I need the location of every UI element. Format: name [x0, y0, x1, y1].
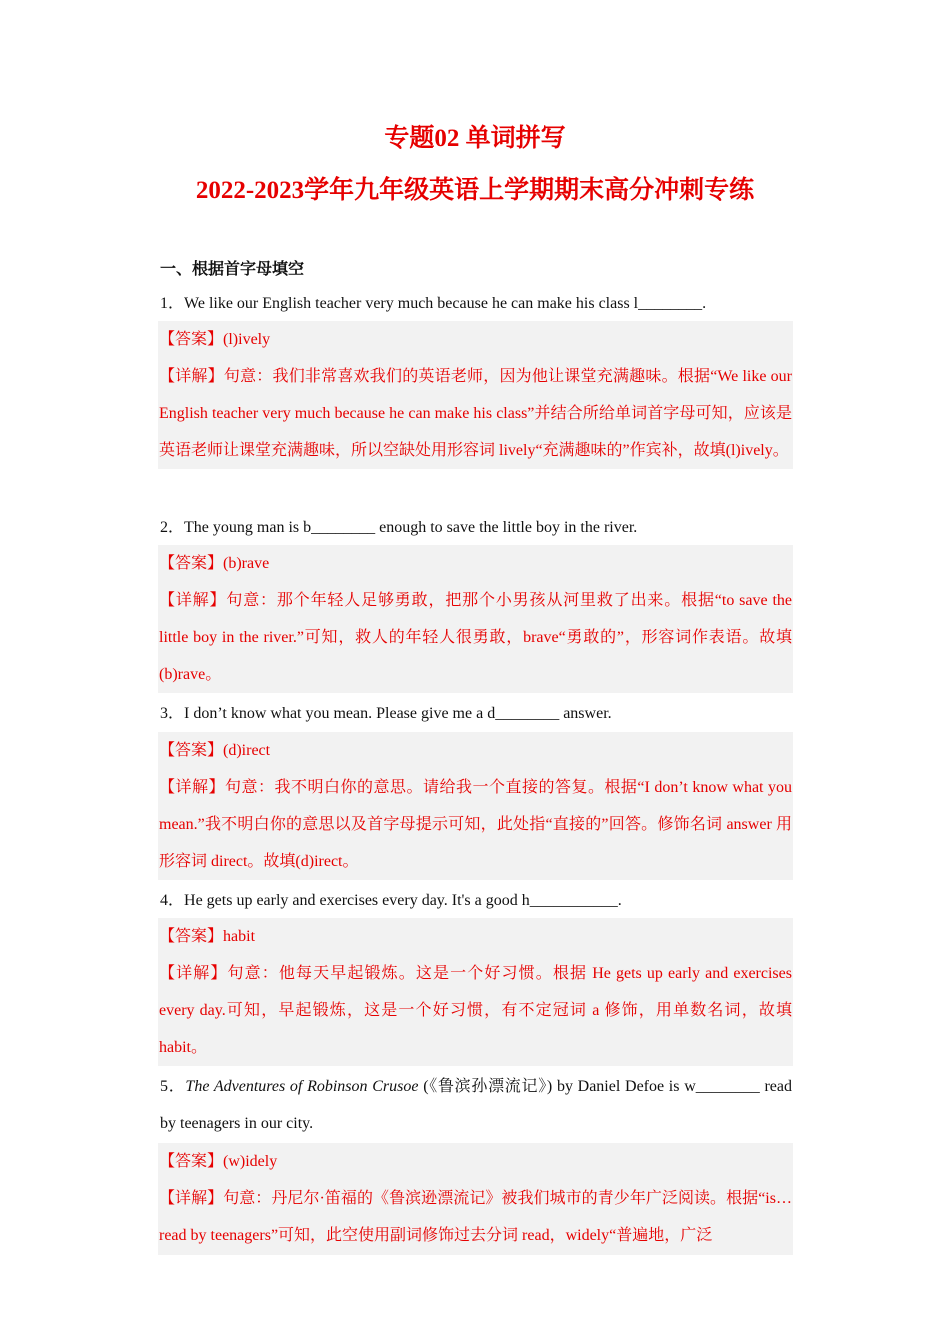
question-2: 2．The young man is b________ enough to save the little boy in the river. [160, 519, 638, 536]
answer-box-1: 【答案】(l)ively 【详解】句意：我们非常喜欢我们的英语老师，因为他让课堂充满趣味。根据“We like our English teacher very much because he can make his class”并结合所给单词首字母可知，应该是英语老师让课堂充满趣味，所以空缺处用形容词 lively“充满趣味的”作宾补，故填(l)ively。 [158, 321, 793, 469]
answer-1: (l)ively [223, 331, 271, 348]
answer-4: habit [223, 928, 256, 945]
answer-3: (d)irect [223, 742, 271, 759]
page-subtitle: 2022-2023学年九年级英语上学期期末高分冲刺专练 [195, 177, 755, 204]
answer-box-5: 【答案】(w)idely 【详解】句意：丹尼尔·笛福的《鲁滨逊漂流记》被我们城市的青少年广泛阅读。根据“is…read by teenagers”可知，此空使用副词修饰过去分词 read，widely“普遍地，广泛 [158, 1143, 793, 1255]
answer-5: (w)idely [223, 1153, 278, 1170]
answer-box-4: 【答案】habit 【详解】句意：他每天早起锻炼。这是一个好习惯。根据 He gets up early and exercises every day.可知，早起锻炼，这是一个好习惯，有不定冠词 a 修饰，用单数名词，故填 habit。 [158, 918, 793, 1066]
question-3: 3．I don’t know what you mean. Please give me a d________ answer. [160, 705, 612, 722]
answer-box-3: 【答案】(d)irect 【详解】句意：我不明白你的意思。请给我一个直接的答复。根据“I don’t know what you mean.”我不明白你的意思以及首字母提示可知，此处指“直接的”回答。修饰名词 answer 用形容词 direct。故填(d)irect。 [158, 732, 793, 880]
section-title: 一、根据首字母填空 [160, 259, 305, 278]
detail-1: 句意：我们非常喜欢我们的英语老师，因为他让课堂充满趣味。根据“We like our English teacher very much because he can make his class”并结合所给单词首字母可知，应该是英语老师让课堂充满趣味，所以空缺处用形容词 lively“充满趣味的”作宾补，故填(l)ively。 [159, 368, 792, 459]
question-1: 1．We like our English teacher very much because he can make his class l________. [160, 295, 707, 312]
answer-2: (b)rave [223, 555, 270, 572]
detail-5: 句意：丹尼尔·笛福的《鲁滨逊漂流记》被我们城市的青少年广泛阅读。根据“is…read by teenagers”可知，此空使用副词修饰过去分词 read，widely“普遍地，广泛 [159, 1190, 792, 1244]
question-5: 5．The Adventures of Robinson Crusoe (《鲁滨孙漂流记》) by Daniel Defoe is w________ read by teenagers in our city. [160, 1078, 792, 1132]
detail-2: 句意：那个年轻人足够勇敢，把那个小男孩从河里救了出来。根据“to save the little boy in the river.”可知，救人的年轻人很勇敢，brave“勇敢的”，形容词作表语。故填(b)rave。 [159, 592, 792, 683]
page-title: 专题02 单词拼写 [384, 125, 566, 152]
answer-box-2: 【答案】(b)rave 【详解】句意：那个年轻人足够勇敢，把那个小男孩从河里救了出来。根据“to save the little boy in the river.”可知，救人的年轻人很勇敢，brave“勇敢的”，形容词作表语。故填(b)rave。 [158, 545, 793, 693]
detail-4: 句意：他每天早起锻炼。这是一个好习惯。根据 He gets up early and exercises every day.可知，早起锻炼，这是一个好习惯，有不定冠词 a 修饰，用单数名词，故填 habit。 [159, 965, 792, 1056]
detail-3: 句意：我不明白你的意思。请给我一个直接的答复。根据“I don’t know what you mean.”我不明白你的意思以及首字母提示可知，此处指“直接的”回答。修饰名词 answer 用形容词 direct。故填(d)irect。 [159, 779, 792, 870]
question-4: 4．He gets up early and exercises every day. It's a good h___________. [160, 892, 622, 909]
